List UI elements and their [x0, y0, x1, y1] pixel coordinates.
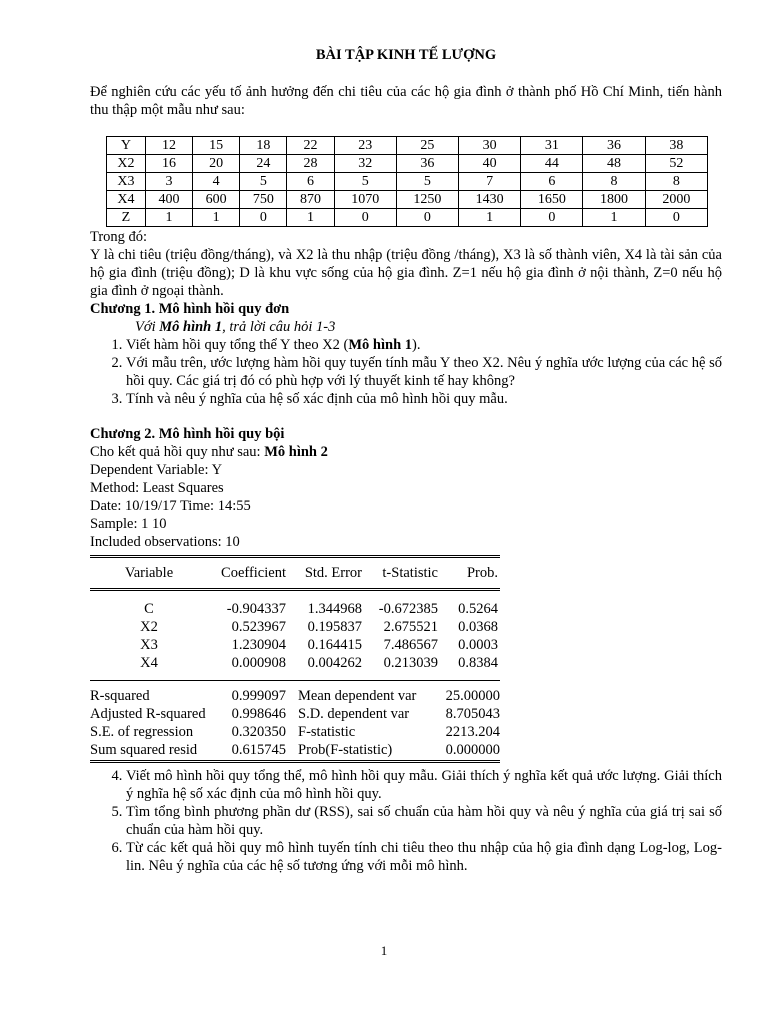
value-cell: 2000 — [645, 191, 707, 209]
value-cell: 5 — [396, 173, 458, 191]
chapter2-heading: Chương 2. Mô hình hồi quy bội — [90, 426, 285, 442]
statistic-row — [90, 741, 500, 759]
divider — [90, 760, 500, 763]
statistic-row — [90, 723, 500, 741]
question-3: 3. Tính và nêu ý nghĩa của hệ số xác định của mô hình hồi quy mẫu. — [126, 390, 722, 408]
value-cell: 12 — [145, 137, 192, 155]
statistic-cell: 0.998646 — [231, 706, 286, 722]
statistic-cell: 8.705043 — [445, 706, 500, 722]
value-cell: 22 — [287, 137, 334, 155]
page-number: 1 — [380, 943, 388, 958]
row-label-cell: Y — [107, 137, 146, 155]
row-label-cell: X2 — [107, 155, 146, 173]
chapter2-questions — [90, 767, 722, 875]
data-row — [107, 155, 708, 173]
value-cell: 1800 — [583, 191, 645, 209]
statistic-cell: 0.320350 — [231, 724, 286, 740]
value-cell: 1 — [145, 209, 192, 227]
value-cell: 1070 — [334, 191, 396, 209]
coefficient-cell: 1.230904 — [231, 637, 286, 653]
value-cell: 15 — [193, 137, 240, 155]
value-cell: 1 — [583, 209, 645, 227]
definitions-section — [90, 228, 722, 408]
row-label-cell: X4 — [107, 191, 146, 209]
value-cell: 18 — [240, 137, 287, 155]
coefficient-cell: 2.675521 — [383, 619, 438, 635]
value-cell: 52 — [645, 155, 707, 173]
value-cell: 28 — [287, 155, 334, 173]
value-cell: 1 — [193, 209, 240, 227]
q1-suffix: ). — [412, 337, 421, 353]
given-prefix: Cho kết quả hồi quy như sau: — [90, 444, 265, 460]
value-cell: 36 — [583, 137, 645, 155]
question-1 — [126, 336, 722, 354]
statistic-cell: S.D. dependent var — [298, 706, 410, 722]
header-t-statistic: t-Statistic — [382, 565, 438, 581]
statistic-row — [90, 687, 500, 705]
note-prefix: Với — [135, 319, 160, 335]
value-cell: 0 — [240, 209, 287, 227]
coefficient-cell: X4 — [140, 655, 158, 671]
observations: Included observations: 10 — [90, 534, 240, 550]
value-cell: 870 — [287, 191, 334, 209]
chapter1-note — [90, 318, 722, 336]
coefficient-cell: 0.0368 — [458, 619, 498, 635]
statistic-cell: 25.00000 — [445, 688, 500, 704]
value-cell: 0 — [396, 209, 458, 227]
chapter2-section — [90, 425, 722, 551]
value-cell: 7 — [459, 173, 521, 191]
value-cell: 400 — [145, 191, 192, 209]
chapter1-heading: Chương 1. Mô hình hồi quy đơn — [90, 301, 290, 317]
coefficient-cell: 7.486567 — [383, 637, 438, 653]
statistics-rows — [90, 687, 500, 759]
method: Method: Least Squares — [90, 480, 224, 496]
coefficient-cell: C — [144, 601, 154, 617]
value-cell: 1 — [287, 209, 334, 227]
value-cell: 1430 — [459, 191, 521, 209]
value-cell: 24 — [240, 155, 287, 173]
coefficient-cell: 0.5264 — [458, 601, 498, 617]
question-6: 6. Từ các kết quả hồi quy mô hình tuyến tính chi tiêu theo thu nhập của hộ gia đình dạng Log-log, Log-lin. Nêu ý nghĩa của các hệ số tương ứng với mỗi mô hình. — [126, 839, 722, 875]
date-time: Date: 10/19/17 Time: 14:55 — [90, 498, 251, 514]
value-cell: 600 — [193, 191, 240, 209]
header-std-error: Std. Error — [304, 565, 362, 581]
statistic-cell: S.E. of regression — [90, 724, 194, 740]
value-cell: 16 — [145, 155, 192, 173]
value-cell: 44 — [521, 155, 583, 173]
value-cell: 6 — [521, 173, 583, 191]
value-cell: 36 — [396, 155, 458, 173]
coefficient-cell: 1.344968 — [307, 601, 362, 617]
dependent-variable: Dependent Variable: Y — [90, 462, 223, 478]
data-row — [107, 209, 708, 227]
coefficient-cell: 0.0003 — [458, 637, 498, 653]
coefficient-cell: 0.004262 — [307, 655, 362, 671]
coefficient-cell: 0.8384 — [458, 655, 498, 671]
data-table — [106, 136, 708, 227]
question-4: 4. Viết mô hình hồi quy tổng thể, mô hình hồi quy mẫu. Giải thích ý nghĩa kết quả ước lượng. Giải thích ý nghĩa hệ số xác định của mô hình hồi quy. — [126, 767, 722, 803]
statistic-cell: 0.615745 — [231, 742, 286, 758]
coefficient-cell: 0.213039 — [383, 655, 438, 671]
coefficient-cell: X3 — [140, 637, 158, 653]
row-label-cell: X3 — [107, 173, 146, 191]
value-cell: 5 — [334, 173, 396, 191]
coefficient-cell: X2 — [140, 619, 158, 635]
value-cell: 3 — [145, 173, 192, 191]
note-model: Mô hình 1 — [159, 319, 223, 335]
row-label-cell: Z — [107, 209, 146, 227]
value-cell: 0 — [521, 209, 583, 227]
statistic-cell: 0.999097 — [231, 688, 286, 704]
value-cell: 8 — [583, 173, 645, 191]
statistic-row — [90, 705, 500, 723]
statistic-cell: R-squared — [90, 688, 150, 704]
header-coefficient: Coefficient — [221, 565, 286, 581]
statistic-cell: 0.000000 — [445, 742, 500, 758]
coefficient-row — [90, 654, 500, 672]
q1-model: Mô hình 1 — [348, 337, 413, 353]
definitions-paragraph: Y là chi tiêu (triệu đồng/tháng), và X2 là thu nhập (triệu đồng /tháng), X3 là số thành viên, X4 là tài sản của hộ gia đình (triệu đồng); D là khu vực sống của hộ gia đình. Z=1 nếu hộ gia đình ở nội thành, Z=0 nếu hộ gia đình ở ngoại thành. — [90, 247, 722, 299]
value-cell: 31 — [521, 137, 583, 155]
value-cell: 25 — [396, 137, 458, 155]
value-cell: 0 — [334, 209, 396, 227]
given-model: Mô hình 2 — [264, 444, 328, 460]
chapter2-given — [90, 443, 722, 461]
data-row — [107, 137, 708, 155]
value-cell: 6 — [287, 173, 334, 191]
value-cell: 32 — [334, 155, 396, 173]
value-cell: 4 — [193, 173, 240, 191]
statistic-cell: Adjusted R-squared — [90, 706, 206, 722]
coefficient-cell: 0.164415 — [307, 637, 362, 653]
question-2: 2. Với mẫu trên, ước lượng hàm hồi quy tuyến tính mẫu Y theo X2. Nêu ý nghĩa ước lượng của các hệ số hồi quy. Các giá trị đó có phù hợp với lý thuyết kinh tế hay không? — [126, 354, 722, 390]
coefficient-cell: 0.195837 — [307, 619, 362, 635]
coefficient-cell: 0.523967 — [231, 619, 286, 635]
value-cell: 48 — [583, 155, 645, 173]
value-cell: 1250 — [396, 191, 458, 209]
value-cell: 8 — [645, 173, 707, 191]
value-cell: 750 — [240, 191, 287, 209]
coefficient-cell: 0.000908 — [231, 655, 286, 671]
data-row — [107, 191, 708, 209]
header-variable: Variable — [124, 565, 174, 581]
chapter2-questions-section — [90, 767, 722, 875]
question-5: 5. Tìm tổng bình phương phần dư (RSS), sai số chuẩn của hàm hồi quy và nêu ý nghĩa của giá trị sai số chuẩn của hàm hồi quy. — [126, 803, 722, 839]
trong-do-label: Trong đó: — [90, 229, 148, 245]
intro-paragraph: Để nghiên cứu các yếu tố ảnh hưởng đến chi tiêu của các hộ gia đình ở thành phố Hồ Chí Minh, tiến hành thu thập một mẫu như sau: — [90, 84, 722, 118]
coefficient-row — [90, 600, 500, 618]
statistic-cell: Sum squared resid — [90, 742, 198, 758]
coefficient-row — [90, 636, 500, 654]
header-prob: Prob. — [466, 565, 498, 581]
sample: Sample: 1 10 — [90, 516, 167, 532]
value-cell: 0 — [645, 209, 707, 227]
value-cell: 30 — [459, 137, 521, 155]
value-cell: 20 — [193, 155, 240, 173]
chapter1-questions — [90, 336, 722, 408]
statistic-cell: Mean dependent var — [298, 688, 417, 704]
statistic-cell: 2213.204 — [445, 724, 500, 740]
q1-prefix: Viết hàm hồi quy tổng thể Y theo X2 ( — [126, 337, 349, 353]
coefficient-cell: -0.672385 — [378, 601, 438, 617]
value-cell: 23 — [334, 137, 396, 155]
coefficient-row — [90, 618, 500, 636]
note-suffix: , trả lời câu hỏi 1-3 — [222, 319, 336, 335]
value-cell: 38 — [645, 137, 707, 155]
regression-header-row — [90, 558, 500, 586]
statistic-cell: Prob(F-statistic) — [298, 742, 393, 758]
value-cell: 5 — [240, 173, 287, 191]
value-cell: 1650 — [521, 191, 583, 209]
coefficient-rows — [90, 600, 500, 672]
regression-output — [90, 555, 500, 763]
page-title: BÀI TẬP KINH TẾ LƯỢNG — [315, 47, 497, 63]
value-cell: 1 — [459, 209, 521, 227]
value-cell: 40 — [459, 155, 521, 173]
statistic-cell: F-statistic — [298, 724, 356, 740]
data-row — [107, 173, 708, 191]
coefficient-cell: -0.904337 — [226, 601, 286, 617]
